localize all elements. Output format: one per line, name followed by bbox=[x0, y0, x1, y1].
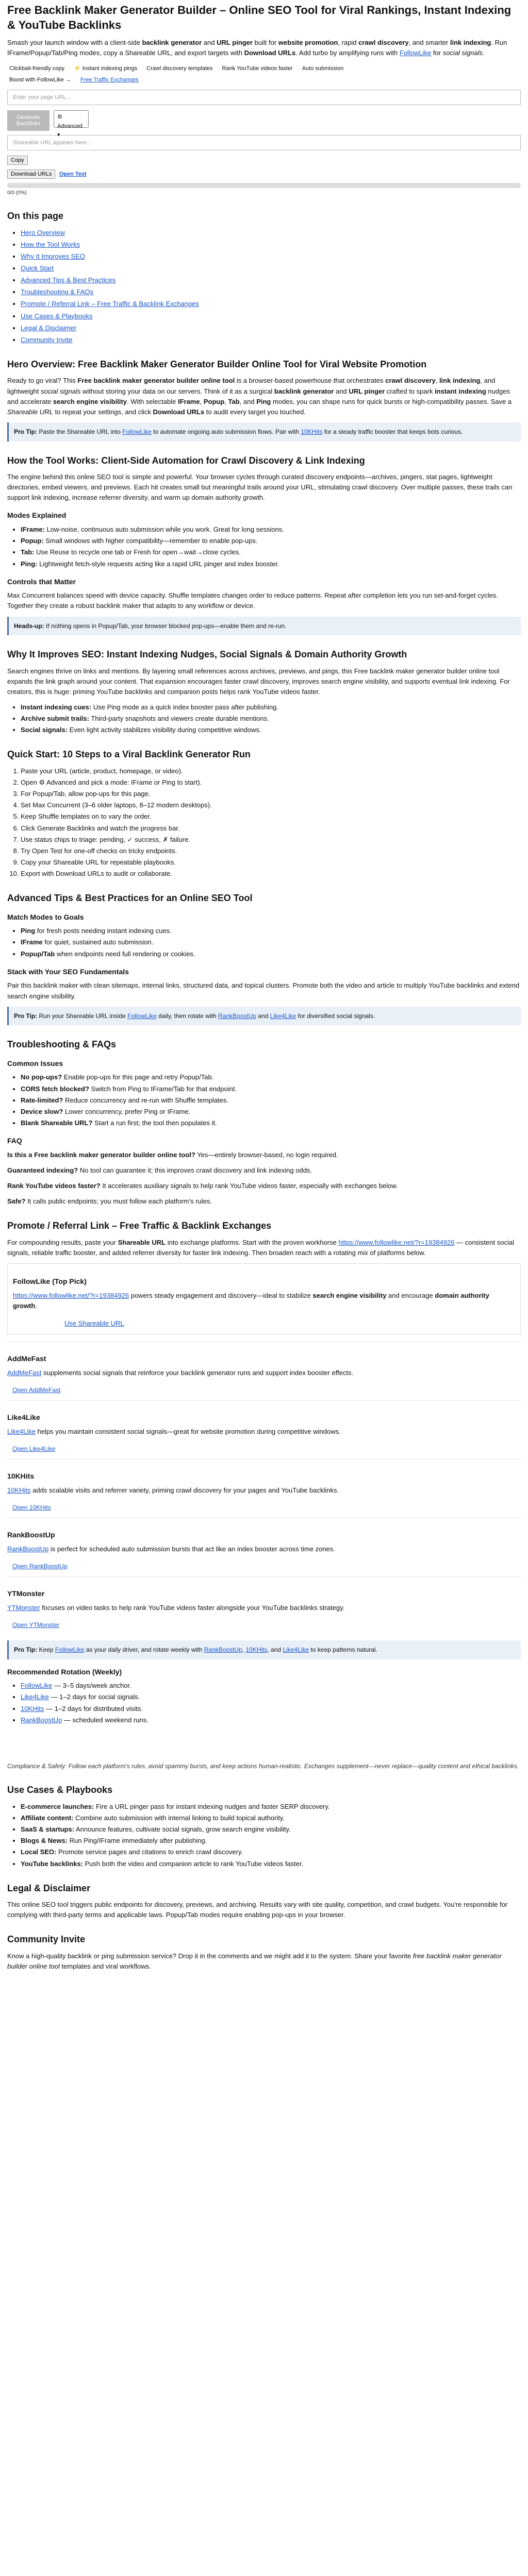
quick-steps bbox=[7, 766, 521, 879]
tip-followlike-link[interactable]: FollowLike bbox=[122, 428, 152, 435]
toc-heading: On this page bbox=[7, 211, 64, 222]
chevron-down-icon: ▾ bbox=[57, 131, 60, 138]
page-title: Free Backlink Maker Generator Builder – Online SEO Tool for Viral Rankings, Instant Indexing & YouTube Backlinks bbox=[7, 4, 512, 31]
hero-paragraph: Ready to go viral? This Free backlink maker generator builder online tool is a browser-based powerhouse that orchestrates crawl discovery, link indexing, and lightweight social signals without storing your data on our servers. Think of it as a surgical backlink generator and URL pinger crafted to spark instant indexing nudges and accelerate search engine visibility. With selectable IFrame, Popup, Tab, and Ping modes, you can shape runs for quick bursts or high-compatibility passes. Save a Shareable URL to repeat your settings, and click Download URLs to audit every target you touched. bbox=[7, 377, 512, 416]
step-item: 10. Export with Download URLs to audit or collaborate. bbox=[21, 869, 521, 879]
controls-paragraph: Max Concurrent balances speed with device capacity. Shuffle templates changes order to reduce patterns. Repeat after completion lets you run set-and-forget cycles. Together they create a robust backlink maker that adapts to any workflow or device. bbox=[7, 591, 498, 610]
chip-clickbait[interactable]: Clickbait-friendly copy bbox=[7, 63, 67, 73]
toc-advanced[interactable]: Advanced Tips & Best Practices bbox=[21, 276, 116, 284]
shareable-url-field[interactable]: Shareable URL appears here... bbox=[7, 135, 521, 150]
intro-paragraph: Smash your launch window with a client-side backlink generator and URL pinger built for website promotion, rapid crawl discovery, and smarter link indexing. Run IFrame/Popup/Tab/Ping modes, copy a Shareable URL, and export targets with Download URLs. Add turbo by amplifying runs with FollowLike for social signals. bbox=[7, 39, 507, 57]
compliance-note: Compliance & Safety: Follow each platform's rules, avoid spammy bursts, and keep actions human-realistic. Exchanges supplement—never replace—quality content and ethical backlinks. bbox=[7, 1762, 519, 1770]
card-title: AddMeFast bbox=[7, 1354, 46, 1363]
feature-chips bbox=[7, 63, 521, 73]
list-item: • Blogs & News: Run Ping/IFrame immediately after publishing. bbox=[21, 1836, 521, 1846]
use-shareable-url-button[interactable]: Use Shareable URL bbox=[64, 1319, 124, 1327]
how-heading: How the Tool Works: Client-Side Automation for Crawl Discovery & Link Indexing bbox=[7, 455, 365, 466]
step-item: 8. Try Open Test for one-off checks on tricky endpoints. bbox=[21, 846, 521, 856]
open-test-link[interactable]: Open Test bbox=[59, 171, 87, 177]
list-item: • Like4Like — 1–2 days for social signals. bbox=[21, 1692, 521, 1702]
promote-tip-followlike[interactable]: FollowLike bbox=[55, 1646, 85, 1653]
followlike-top-card: FollowLike (Top Pick) https://www.followlike.net/?r=19384926 powers steady engagement and discovery—ideal to stabilize search engine visibility and encourage domain authority growth. Use Shareable URL bbox=[7, 1263, 521, 1334]
toc-promote[interactable]: Promote / Referral Link – Free Traffic & Backlink Exchanges bbox=[21, 300, 199, 308]
step-item: 2. Open ⚙ Advanced and pick a mode: IFrame or Ping to start). bbox=[21, 777, 521, 788]
card-link[interactable]: Like4Like bbox=[7, 1427, 36, 1435]
advanced-label: ⚙ Advanced bbox=[57, 114, 82, 129]
faq-item: Guaranteed indexing? No tool can guarantee it; this improves crawl discovery and link indexing odds. bbox=[7, 1166, 312, 1174]
list-item: • Ping: Lightweight fetch-style requests acting like a rapid URL pinger and index booster. bbox=[21, 559, 521, 569]
list-item: • Rate-limited? Reduce concurrency and re-run with Shuffle templates. bbox=[21, 1095, 521, 1106]
headsup-tip: Heads-up: If nothing opens in Popup/Tab, your browser blocked pop-ups—enable them and re-run. bbox=[7, 617, 521, 636]
card-title: FollowLike (Top Pick) bbox=[13, 1277, 87, 1286]
step-item: 9. Copy your Shareable URL for repeatable playbooks. bbox=[21, 857, 521, 868]
card-link[interactable]: RankBoostUp bbox=[7, 1545, 49, 1553]
card-link[interactable]: AddMeFast bbox=[7, 1368, 42, 1377]
list-item: • Popup/Tab when endpoints need full rendering or cookies. bbox=[21, 949, 521, 959]
advanced-mode-select[interactable] bbox=[54, 110, 89, 138]
modes-heading: Modes Explained bbox=[7, 511, 67, 520]
ytmonster-card: YTMonster YTMonster focuses on video tasks to help rank YouTube videos faster alongside your YouTube backlinks strategy. Open YTMonster bbox=[7, 1577, 521, 1635]
list-item: • Ping for fresh posts needing instant indexing cues. bbox=[21, 926, 521, 936]
tool-controls bbox=[7, 110, 521, 138]
match-heading: Match Modes to Goals bbox=[7, 912, 84, 921]
controls-heading: Controls that Matter bbox=[7, 577, 76, 586]
list-item: • CORS fetch blocked? Switch from Ping to IFrame/Tab for that endpoint. bbox=[21, 1084, 521, 1094]
promote-pro-tip: Pro Tip: Keep FollowLike as your daily driver, and rotate weekly with RankBoostUp, 10KHits, and Like4Like to keep patterns natural. bbox=[7, 1640, 521, 1659]
why-heading: Why It Improves SEO: Instant Indexing Nudges, Social Signals & Domain Authority Growth bbox=[7, 649, 407, 660]
why-paragraph: Search engines thrive on links and mentions. By layering small references across archives, previews, and pings, this Free backlink maker generator builder online tool expands the link graph around your content. That expansion encourages faster crawl discovery, improves search engine visibility, and supports eventual link indexing. For creators, this is huge: priming YouTube backlinks and companion posts helps rank YouTube videos faster. bbox=[7, 667, 510, 696]
download-urls-button[interactable]: Download URLs bbox=[7, 170, 55, 179]
boost-followlike-button[interactable]: Boost with FollowLike → bbox=[7, 75, 73, 84]
issues-list bbox=[7, 1072, 521, 1128]
toc-use-cases[interactable]: Use Cases & Playbooks bbox=[21, 312, 93, 320]
card-link[interactable]: YTMonster bbox=[7, 1603, 40, 1612]
list-item: • Tab: Use Reuse to recycle one tab or Fresh for open→wait→close cycles. bbox=[21, 547, 521, 557]
chip-rank-youtube[interactable]: Rank YouTube videos faster bbox=[220, 63, 295, 73]
list-item: • Local SEO: Promote service pages and citations to enrich crawl discovery. bbox=[21, 1847, 521, 1857]
how-paragraph: The engine behind this online SEO tool is simple and powerful. Your browser cycles through curated discovery endpoints—archives, pingers, stat pages, lightweight directories, embed viewers, and previews. Each hit creates small but meaningful trails around your URL, stimulating crawl discovery. Over multiple passes, these trails can support link indexing, increase referrer diversity, and warm up domain authority growth. bbox=[7, 472, 513, 502]
open-like4like-button[interactable]: Open Like4Like bbox=[12, 1445, 56, 1452]
adv-followlike-link[interactable]: FollowLike bbox=[127, 1012, 157, 1020]
stack-paragraph: Pair this backlink maker with clean sitemaps, internal links, structured data, and topical clusters. Promote both the video and article to multiply YouTube backlinks and extend search engine visibility. bbox=[7, 981, 520, 1000]
toc-community[interactable]: Community Invite bbox=[21, 335, 73, 344]
advanced-pro-tip: Pro Tip: Run your Shareable URL inside FollowLike daily, then rotate with RankBoostUp and Like4Like for diversified social signals. bbox=[7, 1007, 521, 1026]
toc-why[interactable]: Why It Improves SEO bbox=[21, 252, 85, 260]
chip-crawl-discovery[interactable]: Crawl discovery templates bbox=[144, 63, 214, 73]
list-item: • E-commerce launches: Fire a URL pinger pass for instant indexing nudges and faster SERP discovery. bbox=[21, 1802, 521, 1812]
rotation-heading: Recommended Rotation (Weekly) bbox=[7, 1667, 122, 1676]
legal-paragraph: This online SEO tool triggers public endpoints for discovery, previews, and archiving. Results vary with site quality, competition, and crawl budgets. You're responsible for complying with third-party terms and applicable laws. Popup/Tab modes require enabling pop-ups in your browser. bbox=[7, 1901, 508, 1919]
addmefast-card: AddMeFast AddMeFast supplements social signals that reinforce your backlink generator runs and support index booster effects. Open AddMeFast bbox=[7, 1342, 521, 1400]
hero-heading: Hero Overview: Free Backlink Maker Generator Builder Online Tool for Viral Website Promotion bbox=[7, 359, 427, 370]
promote-tip-like4like[interactable]: Like4Like bbox=[283, 1646, 309, 1653]
free-traffic-exchanges-link[interactable]: Free Traffic Exchanges bbox=[78, 75, 141, 84]
faq-item: Safe? It calls public endpoints; you must follow each platform's rules. bbox=[7, 1197, 212, 1206]
list-item: • RankBoostUp — scheduled weekend runs. bbox=[21, 1715, 521, 1725]
list-item: • Social signals: Even light activity stabilizes visibility during competitive windows. bbox=[21, 725, 521, 735]
open-10khits-button[interactable]: Open 10KHits bbox=[12, 1503, 51, 1511]
legal-heading: Legal & Disclaimer bbox=[7, 1883, 91, 1893]
uses-heading: Use Cases & Playbooks bbox=[7, 1785, 113, 1795]
card-title: RankBoostUp bbox=[7, 1531, 55, 1539]
toc-legal[interactable]: Legal & Disclaimer bbox=[21, 324, 77, 332]
quick-heading: Quick Start: 10 Steps to a Viral Backlink Generator Run bbox=[7, 749, 251, 760]
step-item: 3. For Popup/Tab, allow pop-ups for this page. bbox=[21, 789, 521, 799]
list-item: • Affiliate content: Combine auto submission with internal linking to build topical authority. bbox=[21, 1813, 521, 1823]
topcard-link[interactable]: https://www.followlike.net/?r=19384926 bbox=[13, 1291, 129, 1299]
list-item: • Blank Shareable URL? Start a run first; the tool then populates it. bbox=[21, 1118, 521, 1128]
copy-button[interactable]: Copy bbox=[7, 156, 28, 165]
toc-troubleshooting[interactable]: Troubleshooting & FAQs bbox=[21, 288, 94, 296]
open-ytmonster-button[interactable]: Open YTMonster bbox=[12, 1621, 60, 1629]
step-item: 4. Set Max Concurrent (3–6 older laptops, 8–12 modern desktops). bbox=[21, 800, 521, 810]
list-item: • IFrame: Low-noise, continuous auto submission while you work. Great for long sessions. bbox=[21, 524, 521, 535]
step-item: 7. Use status chips to triage: pending, ✓ success, ✗ failure. bbox=[21, 835, 521, 845]
open-addmefast-button[interactable]: Open AddMeFast bbox=[12, 1386, 61, 1394]
faq-item: Rank YouTube videos faster? It accelerates auxiliary signals to help rank YouTube videos faster, especially with exchanges below. bbox=[7, 1182, 398, 1190]
card-title: Like4Like bbox=[7, 1413, 40, 1422]
generate-backlinks-button[interactable]: Generate Backlinks bbox=[7, 110, 50, 131]
like4like-card: Like4Like Like4Like helps you maintain consistent social signals—great for website promotion during competitive windows. Open Like4Like bbox=[7, 1400, 521, 1459]
trouble-heading: Troubleshooting & FAQs bbox=[7, 1039, 116, 1050]
community-paragraph: Know a high-quality backlink or ping submission service? Drop it in the comments and we might add it to the system. Share your favorite free backlink maker generator builder online tool templates and viral workflows. bbox=[7, 1952, 502, 1970]
step-item: 6. Click Generate Backlinks and watch the progress bar. bbox=[21, 823, 521, 834]
chip-instant-indexing[interactable]: ⚡ Instant indexing pings bbox=[72, 63, 139, 73]
list-item: • Archive submit trails: Third-party snapshots and viewers create durable mentions. bbox=[21, 714, 521, 724]
list-item: • YouTube backlinks: Push both the video and companion article to rank YouTube videos faster. bbox=[21, 1859, 521, 1869]
card-title: 10KHits bbox=[7, 1472, 35, 1481]
hero-pro-tip: Pro Tip: Paste the Shareable URL into FollowLike to automate ongoing auto submission flows. Pair with 10KHits for a steady traffic booster that keeps bots curious. bbox=[7, 422, 521, 442]
list-item: • FollowLike — 3–5 days/week anchor. bbox=[21, 1681, 521, 1691]
download-row bbox=[7, 168, 521, 179]
list-item: • 10KHits — 1–2 days for distributed visits. bbox=[21, 1704, 521, 1714]
list-item: • SaaS & startups: Announce features, cultivate social signals, grow search engine visibility. bbox=[21, 1824, 521, 1835]
match-list bbox=[7, 926, 521, 959]
step-item: 5. Keep Shuffle templates on to vary the order. bbox=[21, 811, 521, 822]
progress-bar bbox=[7, 183, 521, 188]
promote-paragraph: For compounding results, paste your Shareable URL into exchange platforms. Start with the proven workhorse https://www.followlike.net/?r=19384926 — consistent social signals, reliable traffic booster, and added referrer diversity for faster link indexing. Then broaden reach with a rotating mix of platforms below. bbox=[7, 1238, 515, 1257]
faq-heading: FAQ bbox=[7, 1137, 22, 1145]
list-item: • Device slow? Lower concurrency, prefer Ping or IFrame. bbox=[21, 1107, 521, 1117]
list-item: • Popup: Small windows with higher compatibility—remember to enable pop-ups. bbox=[21, 536, 521, 546]
rotation-list bbox=[7, 1681, 521, 1725]
toc-how[interactable]: How the Tool Works bbox=[21, 240, 80, 248]
promote-heading: Promote / Referral Link – Free Traffic & Backlink Exchanges bbox=[7, 1221, 272, 1231]
adv-rankboostup-link[interactable]: RankBoostUp bbox=[218, 1012, 257, 1020]
community-heading: Community Invite bbox=[7, 1934, 86, 1945]
modes-list bbox=[7, 524, 521, 569]
toc-list bbox=[7, 228, 521, 345]
progress-count: 0/0 (0%) bbox=[7, 190, 27, 196]
open-rankboostup-button[interactable]: Open RankBoostUp bbox=[12, 1562, 68, 1570]
toc-quick[interactable]: Quick Start bbox=[21, 264, 54, 273]
10khits-card: 10KHits 10KHits adds scalable visits and referrer variety, priming crawl discovery for your pages and YouTube backlinks. Open 10KHits bbox=[7, 1459, 521, 1518]
uses-list bbox=[7, 1802, 521, 1869]
boost-row bbox=[7, 75, 521, 84]
faq-item: Is this a Free backlink maker generator builder online tool? Yes—entirely browser-based, no login required. bbox=[7, 1150, 338, 1159]
list-item: • IFrame for quiet, sustained auto submission. bbox=[21, 937, 521, 947]
card-link[interactable]: 10KHits bbox=[7, 1486, 31, 1494]
url-input[interactable]: Enter your page URL... bbox=[7, 90, 521, 105]
toc-hero[interactable]: Hero Overview bbox=[21, 228, 65, 236]
intro-followlike-link[interactable]: FollowLike bbox=[399, 49, 432, 57]
rankboostup-card: RankBoostUp RankBoostUp is perfect for scheduled auto submission bursts that act like an index booster across time zones. Open RankBoostUp bbox=[7, 1518, 521, 1577]
chip-auto-submission[interactable]: Auto submission bbox=[300, 63, 346, 73]
why-list bbox=[7, 702, 521, 735]
promote-tip-rankboostup[interactable]: RankBoostUp bbox=[204, 1646, 242, 1653]
advanced-heading: Advanced Tips & Best Practices for an Online SEO Tool bbox=[7, 893, 253, 904]
promote-followlike-link[interactable]: https://www.followlike.net/?r=19384926 bbox=[338, 1238, 455, 1246]
promote-tip-10khits[interactable]: 10KHits bbox=[245, 1646, 268, 1653]
list-item: • No pop-ups? Enable pop-ups for this page and retry Popup/Tab. bbox=[21, 1072, 521, 1082]
list-item: • Instant indexing cues: Use Ping mode as a quick index booster pass after publishing. bbox=[21, 702, 521, 713]
tip-10khits-link[interactable]: 10KHits bbox=[301, 428, 323, 435]
stack-heading: Stack with Your SEO Fundamentals bbox=[7, 967, 129, 976]
common-issues-heading: Common Issues bbox=[7, 1059, 63, 1067]
adv-like4like-link[interactable]: Like4Like bbox=[270, 1012, 296, 1020]
card-title: YTMonster bbox=[7, 1589, 45, 1598]
step-item: 1. Paste your URL (article, product, homepage, or video). bbox=[21, 766, 521, 776]
